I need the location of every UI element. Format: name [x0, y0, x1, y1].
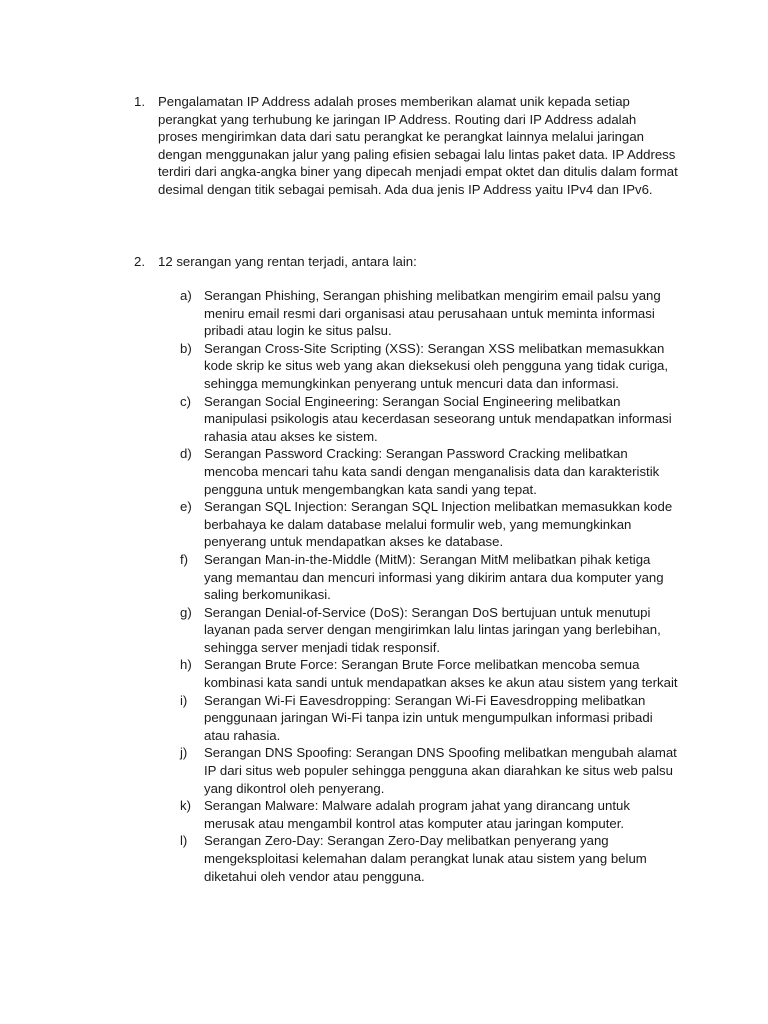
sublist-letter: b): [180, 340, 192, 356]
sublist-text: Serangan Wi-Fi Eavesdropping: Serangan Wi-Fi Eavesdropping melibatkan penggunaan jaringan Wi-Fi tanpa izin untuk mengumpulkan informasi pribadi atau rahasia.: [204, 692, 653, 743]
sublist-item: [180, 692, 680, 745]
sublist-item: [180, 393, 680, 446]
sublist-item: [180, 498, 680, 551]
sublist-text: Serangan Brute Force: Serangan Brute Force melibatkan mencoba semua kombinasi kata sandi untuk mendapatkan akses ke akun atau sistem yang terkait: [204, 657, 678, 691]
sublist-item: [180, 287, 680, 340]
sublist-item: [180, 445, 680, 498]
sublist-text: Serangan Phishing, Serangan phishing melibatkan mengirim email palsu yang meniru email resmi dari organisasi atau perusahaan untuk meminta informasi pribadi atau login ke situs palsu.: [204, 288, 661, 339]
sublist-text: Serangan SQL Injection: Serangan SQL Injection melibatkan memasukkan kode berbahaya ke dalam database melalui formulir web, yang memungkinkan penyerang untuk mendapatkan akses ke database.: [204, 499, 673, 550]
sublist-letter: d): [180, 446, 192, 462]
sublist-letter: l): [180, 833, 188, 849]
sublist-letter: e): [180, 499, 192, 515]
list-item-1: [134, 93, 694, 199]
sublist-text: Serangan Malware: Malware adalah program jahat yang dirancang untuk merusak atau mengambil kontrol atas komputer atau jaringan komputer.: [204, 798, 630, 831]
sublist-letter: k): [180, 798, 191, 814]
sublist-letter: j): [180, 745, 188, 761]
paragraph-ip-address: Pengalamatan IP Address adalah proses memberikan alamat unik kepada setiap perangkat yang terhubung ke jaringan IP Address. Routing dari IP Address adalah proses mengirimkan data dari satu perangkat ke perangkat lainnya melalui jaringan dengan menggunakan jalur yang paling efisien sebagai lalu lintas paket data. IP Address terdiri dari angka-angka biner yang dipecah menjadi empat oktet dan ditulis dalam format desimal dengan titik sebagai pemisah. Ada dua jenis IP Address yaitu IPv4 dan IPv6.: [158, 94, 678, 197]
sublist-item: [180, 656, 680, 691]
sublist-letter: g): [180, 604, 192, 620]
sublist-text: Serangan Man-in-the-Middle (MitM): Serangan MitM melibatkan pihak ketiga yang memantau dan mencuri informasi yang dikirim antara dua komputer yang saling berkomunikasi.: [204, 551, 664, 603]
sublist-text: Serangan Denial-of-Service (DoS): Serangan DoS bertujuan untuk menutupi layanan pada server dengan mengirimkan lalu lintas jaringan yang berlebihan, sehingga server menjadi tidak responsif.: [204, 604, 661, 655]
attack-sublist: [180, 287, 680, 885]
sublist-text: Serangan DNS Spoofing: Serangan DNS Spoofing melibatkan mengubah alamat IP dari situs web populer sehingga pengguna akan diarahkan ke situs web palsu yang dikontrol oleh penyerang.: [204, 745, 677, 796]
sublist-text: Serangan Social Engineering: Serangan Social Engineering melibatkan manipulasi psikologis atau kecerdasan seseorang untuk mendapatkan informasi rahasia atau akses ke sistem.: [204, 393, 672, 444]
sublist-text: Serangan Cross-Site Scripting (XSS): Serangan XSS melibatkan memasukkan kode skrip ke situs web yang akan dieksekusi oleh pengguna yang tidak curiga, sehingga memungkinkan penyerang untuk mencuri data dan informasi.: [204, 340, 669, 391]
sublist-item: [180, 551, 680, 604]
list-number: 2.: [134, 254, 145, 269]
sublist-letter: c): [180, 393, 191, 409]
sublist-item: [180, 797, 680, 832]
sublist-text: Serangan Password Cracking: Serangan Password Cracking melibatkan mencoba mencari tahu kata sandi dengan menganalisis data dan karakteristik pengguna untuk mengembangkan kata sandi yang tepat.: [204, 446, 660, 497]
sublist-item: [180, 744, 680, 797]
sublist-letter: h): [180, 657, 192, 673]
sublist-text: Serangan Zero-Day: Serangan Zero-Day melibatkan penyerang yang mengeksploitasi kelemahan dalam perangkat lunak atau sistem yang belum diketahui oleh vendor atau pengguna.: [204, 833, 647, 884]
sublist-letter: f): [180, 551, 189, 567]
list-item-2: [134, 253, 694, 271]
sublist-item: [180, 604, 680, 657]
paragraph-attacks-intro: 12 serangan yang rentan terjadi, antara lain:: [158, 254, 417, 269]
list-number: 1.: [134, 94, 145, 109]
sublist-letter: i): [180, 692, 188, 708]
sublist-letter: a): [180, 288, 192, 303]
sublist-item: [180, 832, 680, 885]
sublist-item: [180, 340, 680, 393]
